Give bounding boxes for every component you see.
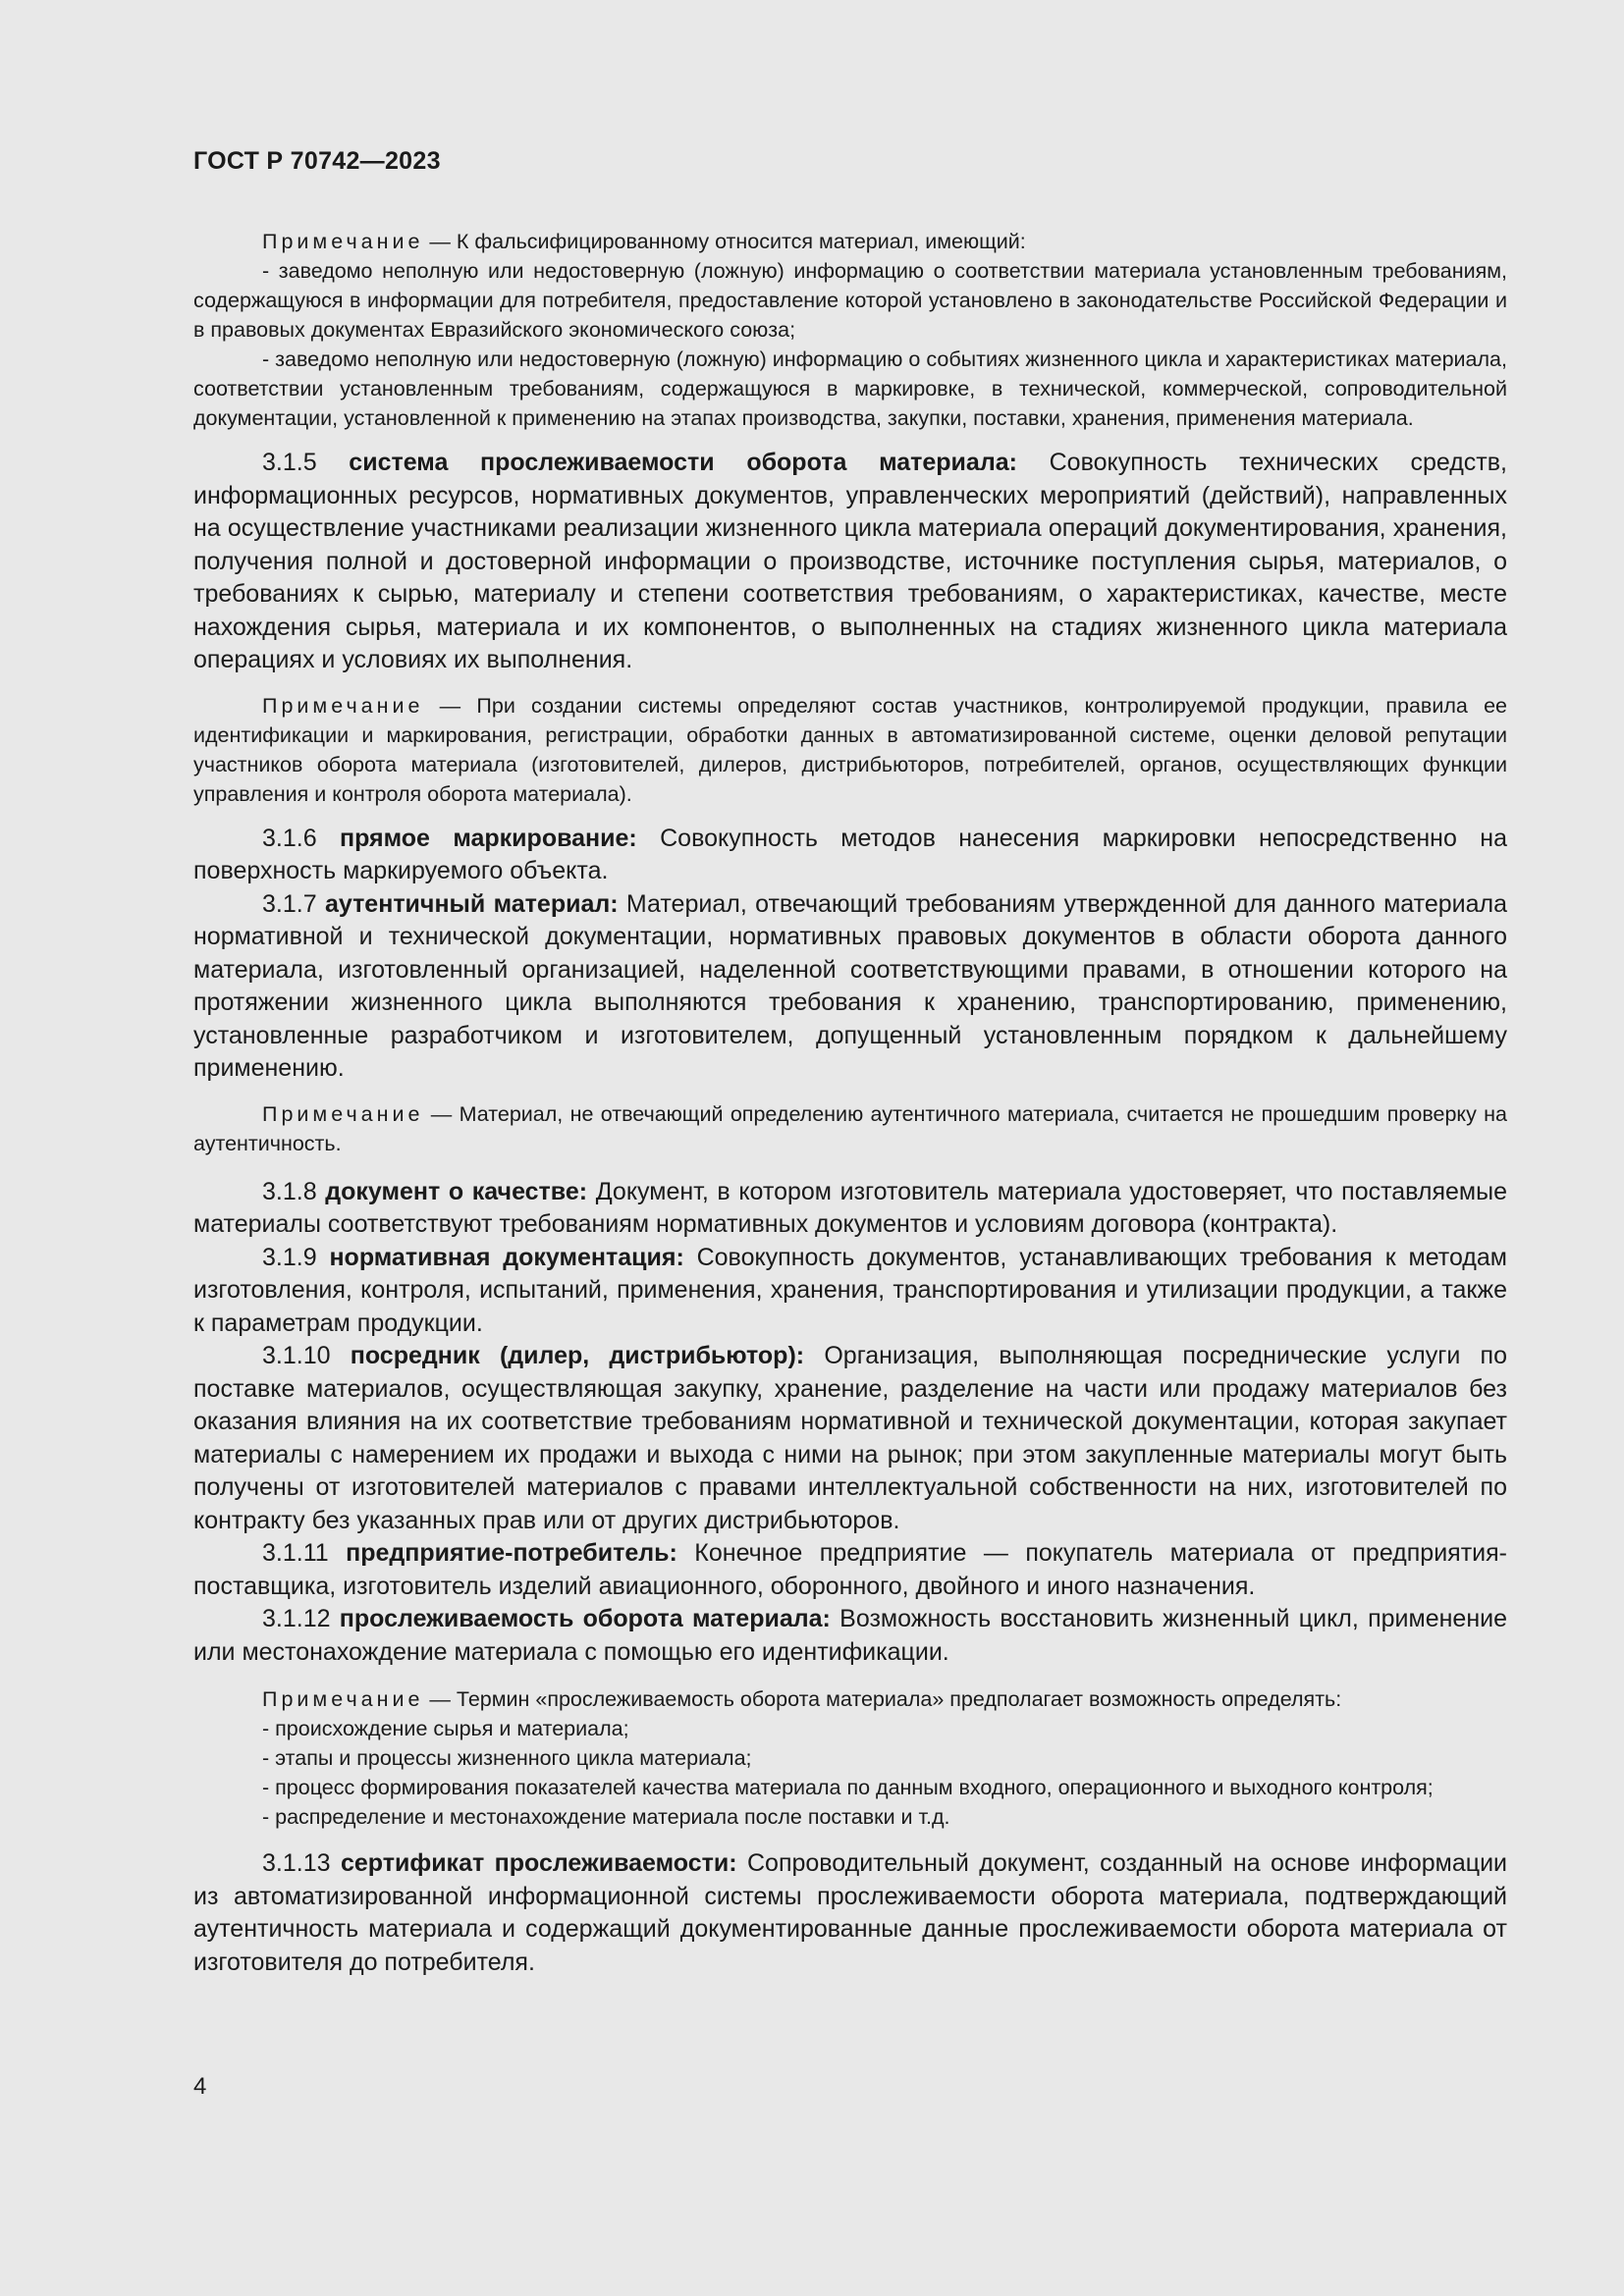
note-falsified <box>193 227 1507 433</box>
term-name: прослеживаемость оборота материала: <box>339 1605 831 1632</box>
term-name: предприятие-потребитель: <box>346 1539 677 1567</box>
note-label: Примечание <box>262 230 424 253</box>
term-definition: Совокупность технических средств, информационных ресурсов, нормативных документов, управленческих мероприятий (действий), направленных на осуществление участниками реализации жизненного цикла материала операций документирования, хранения, получения полной и достоверной информации о производстве, источнике поступления сырья, материалов, о требованиях к сырью, материалу и степени соответствия требованиям, о характеристиках, качестве, месте нахождения сырья, материала и их компонентов, о выполненных на стадиях жизненного цикла материала операциях и условиях их выполнения. <box>193 449 1507 673</box>
page-content <box>193 227 1507 1979</box>
term-number: 3.1.13 <box>262 1849 341 1877</box>
note-intro: Примечание — Термин «прослеживаемость оборота материала» предполагает возможность определять: <box>262 1687 1342 1711</box>
note-list-item: - заведомо неполную или недостоверную (ложную) информацию о соответствии материала установленным требованиям, содержащуюся в информации для потребителя, предоставление которой установлено в законодательстве Российской Федерации и в правовых документах Евразийского экономического союза; <box>193 259 1507 342</box>
term-name: система прослеживаемости оборота материала: <box>349 449 1017 476</box>
note-intro: Примечание — К фальсифицированному относится материал, имеющий: <box>262 230 1026 253</box>
term-definition: Совокупность методов нанесения маркировки непосредственно на поверхность маркируемого объекта. <box>193 824 1507 884</box>
term-3-1-8 <box>193 1176 1507 1242</box>
term-3-1-12 <box>193 1603 1507 1669</box>
note-list-item: - заведомо неполную или недостоверную (ложную) информацию о событиях жизненного цикла и характеристиках материала, соответствии установленным требованиям, содержащуюся в маркировке, в технической, коммерческой, сопроводительной документации, установленной к применению на этапах производства, закупки, поставки, хранения, применения материала. <box>193 347 1507 430</box>
page-number: 4 <box>193 2073 207 2100</box>
term-number: 3.1.8 <box>262 1177 326 1205</box>
term-3-1-5 <box>193 447 1507 677</box>
term-3-1-9 <box>193 1242 1507 1341</box>
term-3-1-11 <box>193 1537 1507 1603</box>
term-3-1-7 <box>193 888 1507 1086</box>
term-definition: Сопроводительный документ, созданный на основе информации из автоматизированной информационной системы прослеживаемости оборота материала, подтверждающий аутентичность материала и содержащий документированные данные прослеживаемости оборота материала от изготовителя до потребителя. <box>193 1849 1507 1976</box>
term-3-1-13 <box>193 1847 1507 1979</box>
term-name: посредник (дилер, дистрибьютор): <box>350 1342 805 1369</box>
term-number: 3.1.9 <box>262 1243 330 1271</box>
note-authentic <box>193 1099 1507 1158</box>
note-label: Примечание <box>262 1101 424 1126</box>
note-label: Примечание <box>262 1687 424 1711</box>
document-header: ГОСТ Р 70742—2023 <box>193 147 441 175</box>
term-number: 3.1.6 <box>262 824 340 852</box>
term-number: 3.1.11 <box>262 1539 347 1567</box>
term-name: нормативная документация: <box>329 1243 684 1271</box>
note-list-item: - происхождение сырья и материала; <box>262 1717 629 1740</box>
term-number: 3.1.12 <box>262 1605 340 1632</box>
term-number: 3.1.10 <box>262 1342 351 1369</box>
term-3-1-10 <box>193 1340 1507 1537</box>
term-3-1-6 <box>193 823 1507 888</box>
note-system <box>193 691 1507 809</box>
term-number: 3.1.7 <box>262 889 325 918</box>
note-text: — При создании системы определяют состав участников, контролируемой продукции, правила ее идентификации и маркирования, регистрации, обработки данных в автоматизированной системе, оценки деловой репутации участников оборота материала (изготовителей, дилеров, дистрибьюторов, потребителей, органов, осуществляющих функции управления и контроля оборота материала). <box>193 693 1507 806</box>
term-name: сертификат прослеживаемости: <box>340 1849 737 1877</box>
term-definition: Организация, выполняющая посреднические услуги по поставке материалов, осуществляющая закупку, хранение, разделение на части или продажу материалов без оказания влияния на их соответствие требованиям нормативной и технической документации, которая закупает материалы с намерением их продажи и выхода с ними на рынок; при этом закупленные материалы могут быть получены от изготовителей материалов с правами интеллектуальной собственности на них, изготовителей по контракту без указанных прав или от других дистрибьюторов. <box>193 1342 1507 1534</box>
term-definition: Материал, отвечающий требованиям утвержденной для данного материала нормативной и технической документации, нормативных правовых документов в области оборота данного материала, изготовленный организацией, наделенной соответствующими правами, в отношении которого на протяжении жизненного цикла выполняются требования к хранению, транспортированию, применению, установленные разработчиком и изготовителем, допущенный установленным порядком к дальнейшему применению. <box>193 889 1507 1082</box>
term-definition: Документ, в котором изготовитель материала удостоверяет, что поставляемые материалы соответствуют требованиям нормативных документов и условиям договора (контракта). <box>193 1177 1507 1238</box>
term-name: прямое маркирование: <box>339 824 637 852</box>
term-definition: Совокупность документов, устанавливающих требования к методам изготовления, контроля, испытаний, применения, хранения, транспортирования и утилизации продукции, а также к параметрам продукции. <box>193 1243 1507 1337</box>
note-traceability <box>193 1684 1507 1832</box>
note-label: Примечание <box>262 693 424 718</box>
term-name: аутентичный материал: <box>324 889 619 918</box>
term-name: документ о качестве: <box>325 1177 588 1205</box>
note-list-item: - этапы и процессы жизненного цикла материала; <box>262 1746 752 1770</box>
note-list-item: - распределение и местонахождение материала после поставки и т.д. <box>262 1805 950 1829</box>
term-definition: Возможность восстановить жизненный цикл, применение или местонахождение материала с помощью его идентификации. <box>193 1605 1507 1666</box>
note-list-item: - процесс формирования показателей качества материала по данным входного, операционного и выходного контроля; <box>262 1776 1434 1799</box>
term-number: 3.1.5 <box>262 449 350 476</box>
note-text: — Материал, не отвечающий определению аутентичного материала, считается не прошедшим проверку на аутентичность. <box>193 1101 1507 1155</box>
term-definition: Конечное предприятие — покупатель материала от предприятия-поставщика, изготовитель изделий авиационного, оборонного, двойного и иного назначения. <box>193 1539 1507 1600</box>
